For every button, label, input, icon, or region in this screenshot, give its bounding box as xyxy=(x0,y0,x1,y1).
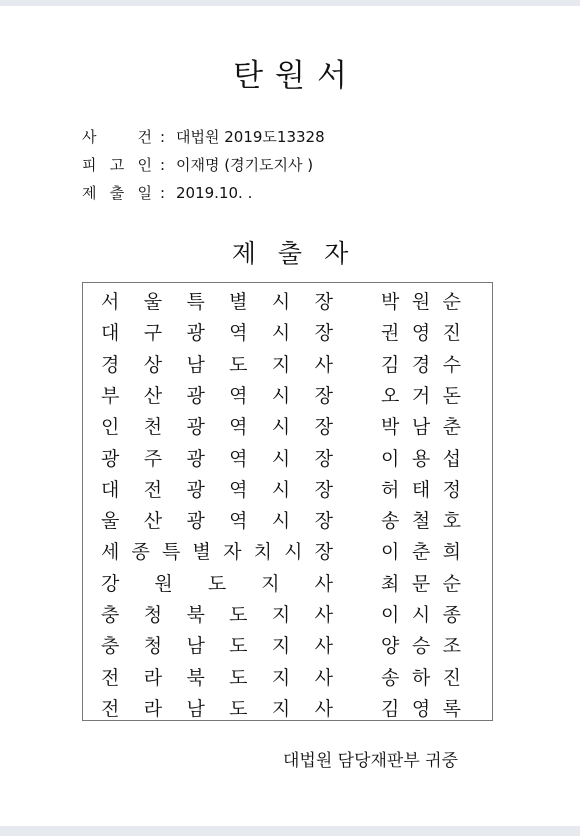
submitter-name: 이 용 섭 xyxy=(381,447,461,470)
submitter-office: 전 라 남 도 지 사 xyxy=(101,697,333,720)
submitter-row xyxy=(83,663,492,694)
submitter-name: 오 거 돈 xyxy=(381,384,461,407)
submitter-name: 송 하 진 xyxy=(381,666,461,689)
footer-addressee: 대법원 담당재판부 귀중 xyxy=(283,751,459,771)
meta-defendant-label: 피 고 인 xyxy=(82,156,152,174)
submitter-name: 권 영 진 xyxy=(381,322,461,345)
submitter-office: 전 라 북 도 지 사 xyxy=(101,666,333,689)
submitter-office: 세 종 특 별 자 치 시 장 xyxy=(101,541,333,564)
submitter-office: 광 주 광 역 시 장 xyxy=(101,447,333,470)
submitters-table xyxy=(82,282,493,721)
submitter-row xyxy=(83,287,492,318)
submitter-office: 부 산 광 역 시 장 xyxy=(101,384,333,407)
submitter-name: 박 원 순 xyxy=(381,291,461,313)
submitter-name: 박 남 춘 xyxy=(381,416,461,439)
submitter-row xyxy=(83,600,492,631)
submitter-office: 충 청 북 도 지 사 xyxy=(101,604,333,626)
meta-separator: : xyxy=(160,128,166,146)
meta-date-value: 2019.10. . xyxy=(176,184,253,202)
meta-defendant xyxy=(82,154,313,175)
meta-case-label: 사 건 xyxy=(82,128,152,146)
submitter-office: 인 천 광 역 시 장 xyxy=(101,416,333,439)
submitter-row xyxy=(83,537,492,568)
submitter-row xyxy=(83,506,492,537)
meta-case-value: 대법원 2019도13328 xyxy=(176,128,325,146)
submitter-office: 충 청 남 도 지 사 xyxy=(101,635,333,658)
submitter-row xyxy=(83,569,492,600)
submitter-row xyxy=(83,694,492,725)
submitter-row xyxy=(83,318,492,349)
meta-defendant-value: 이재명 (경기도지사 ) xyxy=(176,156,314,174)
submitter-office: 강 원 도 지 사 xyxy=(101,572,333,595)
submitter-name: 양 승 조 xyxy=(381,635,461,658)
submitter-office: 대 전 광 역 시 장 xyxy=(101,478,333,501)
submitter-office: 경 상 남 도 지 사 xyxy=(101,353,333,376)
submitter-name: 이 시 종 xyxy=(381,604,461,626)
submitter-row xyxy=(83,350,492,381)
submitter-office: 울 산 광 역 시 장 xyxy=(101,510,333,533)
submitter-row xyxy=(83,412,492,443)
submitter-name: 송 철 호 xyxy=(381,510,461,533)
submitter-name: 김 경 수 xyxy=(381,353,461,376)
submitter-row xyxy=(83,475,492,506)
meta-separator: : xyxy=(160,156,166,174)
submitter-office: 대 구 광 역 시 장 xyxy=(101,322,333,345)
document-page xyxy=(0,6,580,826)
submitter-office: 서 울 특 별 시 장 xyxy=(101,291,333,313)
submitter-name: 허 태 정 xyxy=(381,478,461,501)
section-title: 제출자 xyxy=(231,239,371,268)
submitter-name: 최 문 순 xyxy=(381,572,461,595)
submitter-name: 김 영 록 xyxy=(381,697,461,720)
meta-case xyxy=(82,126,325,147)
document-title: 탄원서 xyxy=(233,58,359,94)
submitter-row xyxy=(83,381,492,412)
submitter-row xyxy=(83,444,492,475)
meta-separator: : xyxy=(160,184,166,202)
submitter-row xyxy=(83,631,492,662)
submitter-name: 이 춘 희 xyxy=(381,541,461,564)
meta-date-label: 제 출 일 xyxy=(82,184,152,202)
meta-date xyxy=(82,182,252,203)
